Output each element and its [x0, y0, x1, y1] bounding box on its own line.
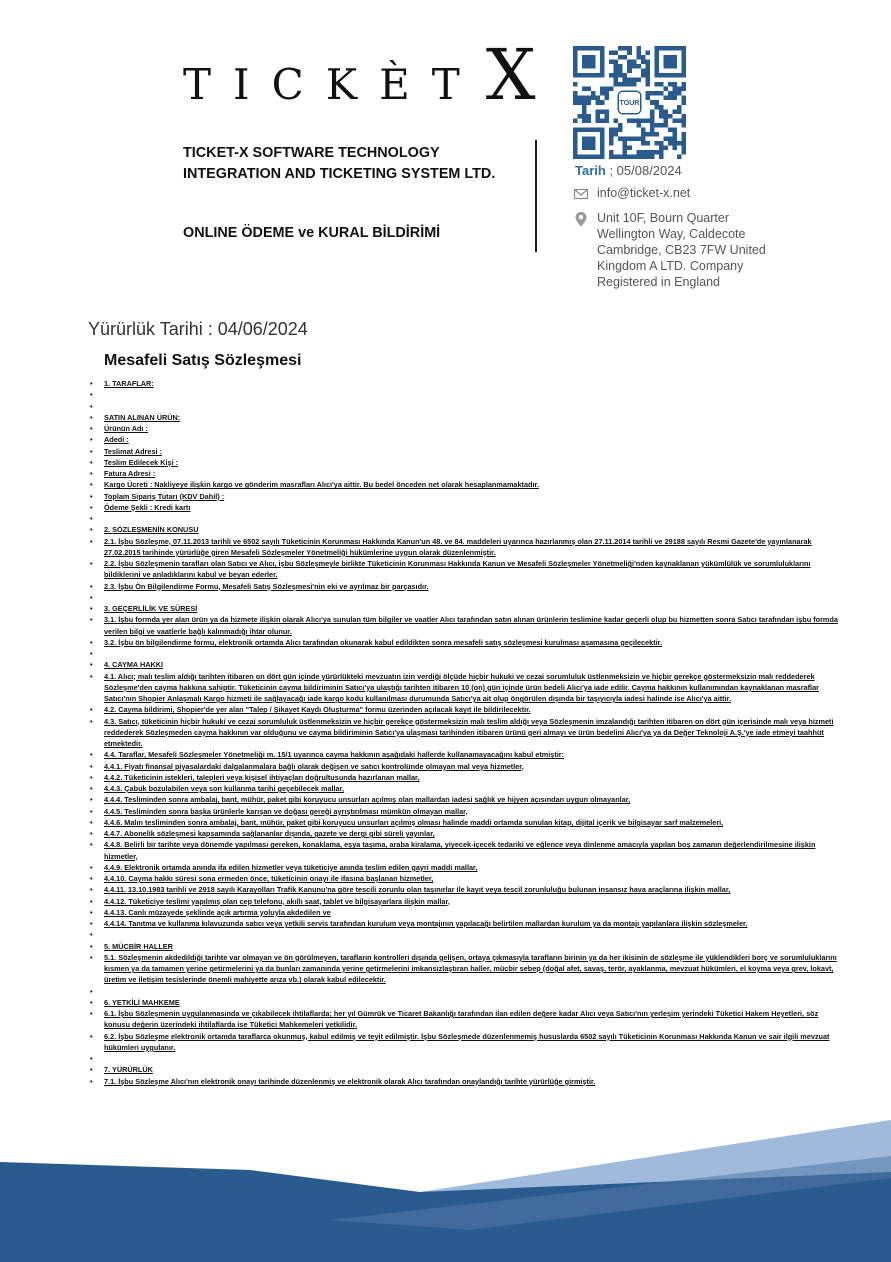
contract-line: • SATIN ALINAN ÜRÜN:: [90, 412, 842, 423]
contract-line: • 2. SÖZLEŞMENİN KONUSU: [90, 524, 842, 535]
address-line: Wellington Way, Caldecote: [597, 227, 746, 241]
logo-x: X: [485, 34, 536, 116]
logo-wordmark: TICKÈT: [183, 60, 482, 109]
contract-line: • 4.3. Satıcı, tüketicinin hiçbir hukuki ve cezai sorumluluk üstlenmeksizin ve hiçbir gerekçe göstermeksizin malı teslim aldığı veya Sözleşmenin imzalandığı tarihten itibaren on dört gün içerisinde malı veya hizmeti reddederek Sözleşmeden cayma hakkının var olduğunu ve cayma bildiriminin Satıcı'ya ulaşması tarihinden itibaren ürünü geri almayı ve ürün bedelini Alıcı'ya ya da Değer Teknoloji A.Ş.'ye iade etmeyi taahhüt etmektedir.: [90, 716, 842, 750]
contract-line: • 2.1. İşbu Sözleşme, 07.11.2013 tarihli ve 6502 sayılı Tüketicinin Korunması Hakkında Kanun'un 48. ve 84. maddeleri uyarınca hazırlanmış olan 27.11.2014 tarihli ve 29188 sayılı Resmi Gazete'de yayınlanarak 27.02.2015 tarihinde yürürlüğe giren Mesafeli Sözleşmeler Yönetmeliği hükümlerine uygun olarak düzenlenmiştir.: [90, 536, 842, 559]
contract-line: [90, 592, 842, 603]
location-pin-icon: [573, 211, 589, 227]
contract-line: • 4.1. Alıcı; malı teslim aldığı tarihten itibaren on dört gün içinde yürürlükteki mevzuatın izin verdiği ölçüde hiçbir hukuki ve cezai sorumluluk üstlenmeksizin ve hiçbir gerekçe göstermeksizin malı reddederek Sözleşme'den cayma hakkına sahiptir. Tüketicinin cayma bildiriminin Satıcı'ya ulaştığı tarihten itibaren 10 (on) gün içinde ürün bedeli Alıcı'ya iade edilir. Cayma hakkının kullanımından kaynaklanan masraflar Satıcı'nın Shopier Anlaşmalı Kargo hizmeti ile sağlayacağı iade kargo kodu kullanılması durumunda Satıcı'ya ait olup öngörülen dışında bir taşıyıcıyla iadesi halinde ise Alıcı'ya aittir.: [90, 671, 842, 705]
contract-line: • 6.2. İşbu Sözleşme elektronik ortamda taraflarca okunmuş, kabul edilmiş ve teyit edilmiştir. İşbu Sözleşmede düzenlenmemiş hususlarda 6502 sayılı Tüketicinin Korunması Hakkında Kanun ve sair ilgili mevzuat hükümleri uygulanır.: [90, 1031, 842, 1054]
contract-line: • Ürünün Adı :: [90, 423, 842, 434]
qr-code-icon: [573, 46, 686, 159]
header-divider: [535, 140, 537, 252]
contract-line: • Fatura Adresi :: [90, 468, 842, 479]
address-line: Unit 10F, Bourn Quarter: [597, 211, 730, 225]
contract-line: • 4.4.7. Abonelik sözleşmesi kapsamında sağlananlar dışında, gazete ve dergi gibi süreli yayınlar,: [90, 828, 842, 839]
contract-line: • 5.1. Sözleşmenin akdedildiği tarihte var olmayan ve ön görülmeyen, tarafların kontrolleri dışında gelişen, ortaya çıkmasıyla tarafların birinin ya da her ikisinin de sözleşme ile yüklendikleri borç ve sorumluluklarını kısmen ya da tamamen yerine getirmelerini ya da bunları zamanında yerine getirmelerini imkansızlaştıran haller, mücbir sebep (doğal afet, savaş, terör, ayaklanma, mevzuat hükümleri, el koyma veya grev, lokavt, üretim ve iletişim tesislerinde önemli mahiyette arıza vb.) olarak kabul edilecektir.: [90, 952, 842, 986]
contract-line: [90, 389, 842, 400]
contract-line: [90, 1053, 842, 1064]
contract-line: [90, 513, 842, 524]
address-lines: [597, 210, 766, 290]
contract-line: • 3.2. İşbu ön bilgilendirme formu, elektronik ortamda Alıcı tarafından okunarak kabul edildikten sonra mesafeli satış sözleşmesi kurulması aşamasına geçilecektir.: [90, 637, 842, 648]
address-line: Registered in England: [597, 275, 720, 289]
contract-line: • 4.4.14. Tanıtma ve kullanma kılavuzunda satıcı veya yetkili servis tarafından kurulum veya montajının yapılacağı belirtilen mallardan kurulum ya da montajı yapılanlara ilişkin sözleşmeler.: [90, 918, 842, 929]
footer-wave-decoration: [0, 1120, 891, 1262]
contract-line: [90, 648, 842, 659]
date-label: Tarih: [575, 163, 606, 178]
contract-line: • Kargo Ücreti : Nakliyeye ilişkin kargo ve gönderim masrafları Alıcı'ya aittir. Bu bedel önceden net olarak hesaplanmamaktadır.: [90, 479, 842, 490]
contract-line: • 4.4.4. Tesliminden sonra ambalaj, bant, mühür, paket gibi koruyucu unsurları açılmış olan mallardan iadesi sağlık ve hijyen açısından uygun olmayanlar,: [90, 794, 842, 805]
contract-line: • Teslim Edilecek Kişi :: [90, 457, 842, 468]
contract-line: • 4.4.9. Elektronik ortamda anında ifa edilen hizmetler veya tüketiciye anında teslim edilen gayri maddi mallar,: [90, 862, 842, 873]
contract-line: • Teslimat Adresi :: [90, 446, 842, 457]
contract-line: • 4.4.6. Malın tesliminden sonra ambalaj, bant, mühür, paket gibi koruyucu unsurları açılmış olması halinde maddi ortamda sunulan kitap, dijital içerik ve bilgisayar sarf malzemeleri,: [90, 817, 842, 828]
contract-line: • 4.4.8. Belirli bir tarihte veya dönemde yapılması gereken, konaklama, eşya taşıma, araba kiralama, yiyecek-içecek tedariki ve eğlence veya dinlenme amacıyla yapılan boş zamanın değerlendirilmesine ilişkin hizmetler,: [90, 839, 842, 862]
contract-title: Mesafeli Satış Sözleşmesi: [104, 352, 302, 369]
date-value: ; 05/08/2024: [605, 163, 682, 178]
notice-title: ONLINE ÖDEME ve KURAL BİLDİRİMİ: [183, 225, 441, 241]
contract-line: • 4.4.2. Tüketicinin istekleri, talepleri veya kişisel ihtiyaçları doğrultusunda hazırlanan mallar,: [90, 772, 842, 783]
contract-line: • 4.4.5. Tesliminden sonra başka ürünlerle karışan ve doğası gereği ayrıştırılması mümkün olmayan mallar,: [90, 806, 842, 817]
document-date: [575, 163, 682, 178]
effective-date: Yürürlük Tarihi : 04/06/2024: [88, 319, 308, 339]
contract-line: • 2.3. İşbu Ön Bilgilendirme Formu, Mesafeli Satış Sözleşmesi'nin eki ve ayrılmaz bir parçasıdır.: [90, 581, 842, 592]
contract-line: • 2.2. İşbu Sözleşmenin tarafları olan Satıcı ve Alıcı, işbu Sözleşmeyle birlikte Tüketicinin Korunması Hakkında Kanun ve Mesafeli Sözleşmeler Yönetmeliği'nden kaynaklanan yükümlülük ve sorumluluklarını bildiklerini ve anladıklarını kabul ve beyan ederler.: [90, 558, 842, 581]
contract-line: • 6. YETKİLİ MAHKEME: [90, 997, 842, 1008]
mail-icon: [573, 186, 589, 202]
contract-line: [90, 986, 842, 997]
contract-line: • 5. MÜCBİR HALLER: [90, 941, 842, 952]
contract-line: • 4.4.10. Cayma hakkı süresi sona ermeden önce, tüketicinin onayı ile ifasına başlanan hizmetler,: [90, 873, 842, 884]
contract-line: [90, 929, 842, 940]
contract-line: [90, 401, 842, 412]
contract-body: [90, 378, 842, 1087]
contract-line: • 4.4.11. 13.10.1983 tarihli ve 2918 sayılı Karayolları Trafik Kanunu'na göre tescili zorunlu olan taşınırlar ile kayıt veya tescil zorunluluğu bulunan insansız hava araçlarına ilişkin mallar,: [90, 884, 842, 895]
logo: [183, 34, 536, 116]
contract-line: • 7. YÜRÜRLÜK: [90, 1064, 842, 1075]
contract-line: • 3. GEÇERLİLİK VE SÜRESİ: [90, 603, 842, 614]
contract-line: • 4. CAYMA HAKKI: [90, 659, 842, 670]
contract-line: • 4.4.1. Fiyatı finansal piyasalardaki dalgalanmalara bağlı olarak değişen ve satıcı kontrolünde olmayan mal veya hizmetler,: [90, 761, 842, 772]
contract-line: • 1. TARAFLAR:: [90, 378, 842, 389]
email-address: info@ticket-x.net: [597, 186, 691, 200]
contract-line: • 3.1. İşbu formda yer alan ürün ya da hizmete ilişkin olarak Alıcı'ya sunulan tüm bilgiler ve vaatler Alıcı tarafından satın alınan ürünlerin teslimine kadar geçerli olup bu hizmetten sonra Satıcı tarafından işbu formda verilen bilgi ve vaatlerle bağlı kalınmadığı ihtar olunur.: [90, 614, 842, 637]
contract-line: • 4.2. Cayma bildirimi, Shopier'de yer alan "Talep / Şikayet Kaydı Oluşturma" formu üzerinden açılacak kayıt ile bildirilecektir.: [90, 704, 842, 715]
contract-line: • 4.4.3. Çabuk bozulabilen veya son kullanma tarihi geçebilecek mallar,: [90, 783, 842, 794]
contract-line: • Toplam Sipariş Tutarı (KDV Dahil) :: [90, 491, 842, 502]
address-line: Cambridge, CB23 7FW United: [597, 243, 766, 257]
contract-line: • 4.4.12. Tüketiciye teslimi yapılmış olan cep telefonu, akıllı saat, tablet ve bilgisayarlara ilişkin mallar,: [90, 896, 842, 907]
contract-line: • Adedi :: [90, 434, 842, 445]
contract-line: • 4.4. Taraflar, Mesafeli Sözleşmeler Yönetmeliği m. 15/1 uyarınca cayma hakkının aşağıdaki hallerde kullanamayacağını kabul etmiştir:: [90, 749, 842, 760]
company-name-line-1: TICKET-X SOFTWARE TECHNOLOGY: [183, 145, 440, 161]
qr-badge: TOUR: [619, 98, 640, 108]
company-name: [183, 143, 523, 185]
contract-line: • 7.1. İşbu Sözleşme Alıcı'nın elektronik onayı tarihinde düzenlenmiş ve elektronik olarak Alıcı tarafından onaylandığı tarihte yürürlüğe girmiştir.: [90, 1076, 842, 1087]
contract-line: • 6.1. İşbu Sözleşmenin uygulanmasında ve çıkabilecek ihtilaflarda; her yıl Gümrük ve Ticaret Bakanlığı tarafından ilan edilen değere kadar Alıcı veya Satıcı'nın yerleşim yerindeki Tüketici Hakem Heyetleri, söz konusu değerin üzerindeki ihtilaflarda ise Tüketici Mahkemeleri yetkilidir.: [90, 1008, 842, 1031]
address-line: Kingdom A LTD. Company: [597, 259, 744, 273]
contract-line: • 4.4.13. Canlı müzayede şeklinde açık artırma yoluyla akdedilen ve: [90, 907, 842, 918]
company-name-line-2: INTEGRATION AND TICKETING SYSTEM LTD.: [183, 166, 496, 182]
contract-line: • Ödeme Şekli : Kredi kartı: [90, 502, 842, 513]
